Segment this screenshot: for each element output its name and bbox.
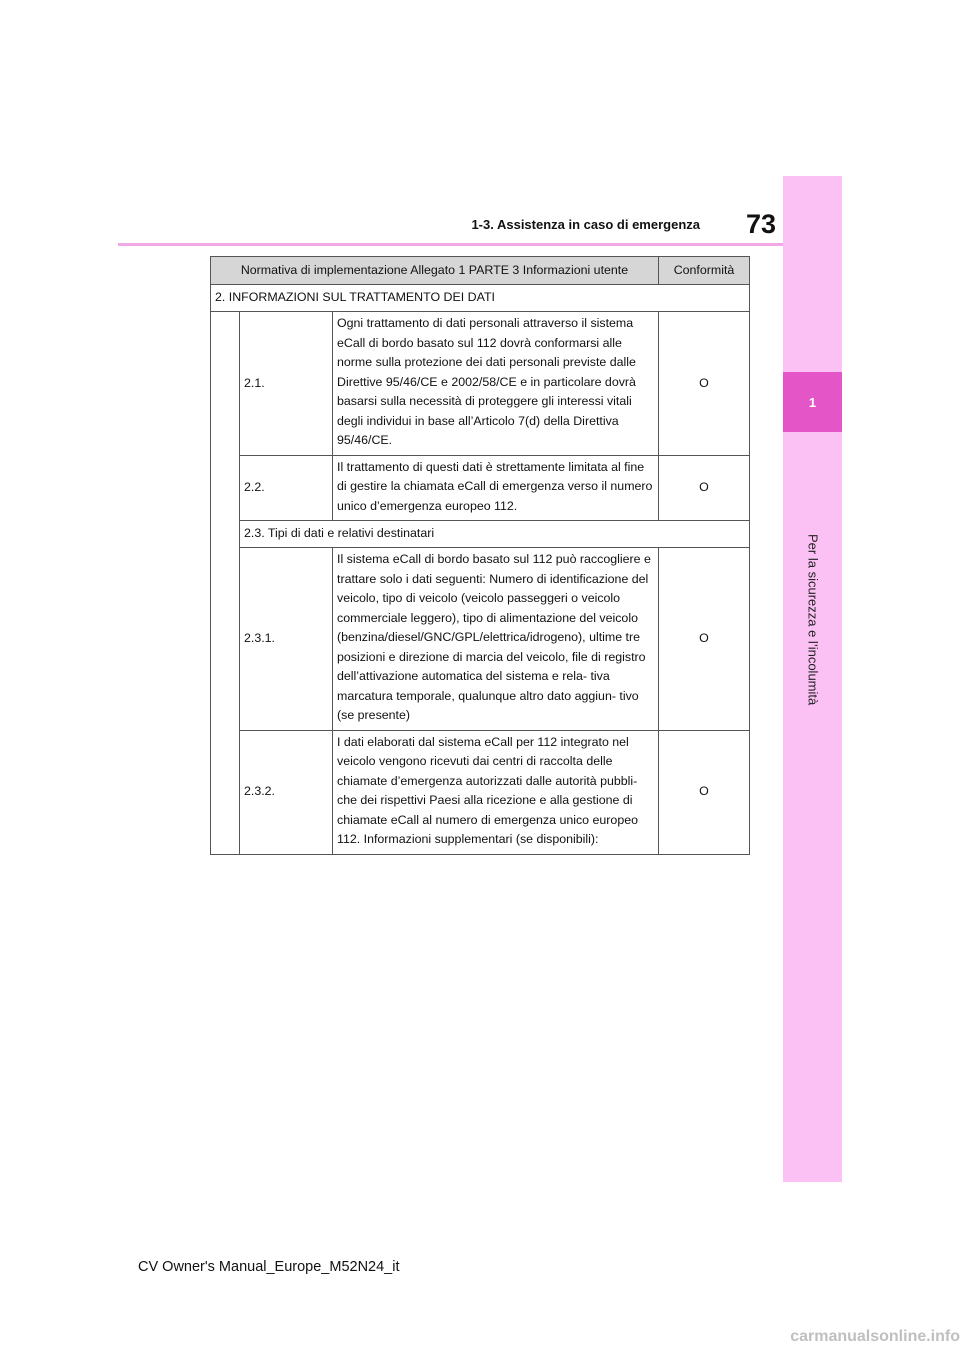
page-number: 73 bbox=[745, 209, 776, 239]
regulation-table bbox=[210, 256, 750, 855]
section-2-3-title: 2.3. Tipi di dati e relativi destinatari bbox=[240, 521, 750, 548]
row-text: I dati elaborati dal sistema eCall per 112 integrato nel veicolo vengono ricevuti dai centri di raccolta delle chiamate d’emergenza autorizzati dalle autorità pubbli- che dei rispettivi Paesi alla ricezione e alla gestione di chiamate eCall al numero di emergenza unico europeo 112. Informazioni supplementari (se disponibili): bbox=[333, 730, 659, 854]
row-number: 2.3.1. bbox=[240, 548, 333, 731]
row-number: 2.3.2. bbox=[240, 730, 333, 854]
row-text: Il sistema eCall di bordo basato sul 112 può raccogliere e trattare solo i dati seguenti: Numero di identificazione del veicolo, tipo di veicolo (veicolo passeggeri o veicolo commerciale leggero), tipo di alimentazione del veicolo (benzina/diesel/GNC/GPL/elettrica/idrogeno), ultime tre posizioni e direzione di marcia del veicolo, file di registro dell’attivazione automatica del sistema e rela- tiva marcatura temporale, qualunque altro dato aggiun- tivo (se presente) bbox=[333, 548, 659, 731]
indent-cell bbox=[211, 312, 240, 855]
table-row bbox=[211, 730, 750, 854]
chapter-number-badge: 1 bbox=[783, 372, 842, 432]
row-text: Il trattamento di questi dati è strettamente limitata al fine di gestire la chiamata eCall di emergenza verso il numero unico d’emergenza europeo 112. bbox=[333, 455, 659, 521]
header-rule bbox=[118, 243, 783, 246]
row-conformity: O bbox=[659, 730, 750, 854]
table-row bbox=[211, 312, 750, 456]
section-2-title: 2. INFORMAZIONI SUL TRATTAMENTO DEI DATI bbox=[211, 285, 750, 312]
table-row bbox=[211, 285, 750, 312]
row-conformity: O bbox=[659, 312, 750, 456]
column-header-conformity: Conformità bbox=[659, 257, 750, 285]
row-conformity: O bbox=[659, 455, 750, 521]
manual-footer: CV Owner's Manual_Europe_M52N24_it bbox=[138, 1259, 400, 1275]
section-title: 1-3. Assistenza in caso di emergenza bbox=[471, 217, 700, 232]
table-row bbox=[211, 548, 750, 731]
row-text: Ogni trattamento di dati personali attraverso il sistema eCall di bordo basato sul 112 dovrà conformarsi alle norme sulla protezione dei dati personali previste dalle Direttive 95/46/CE e 2002/58/CE e in particolare dovrà basarsi sulla necessità di proteggere gli interessi vitali degli individui in base all’Articolo 7(d) della Direttiva 95/46/CE. bbox=[333, 312, 659, 456]
row-number: 2.1. bbox=[240, 312, 333, 456]
table-row bbox=[211, 455, 750, 521]
table-header-row bbox=[211, 257, 750, 285]
table-row bbox=[211, 521, 750, 548]
row-number: 2.2. bbox=[240, 455, 333, 521]
row-conformity: O bbox=[659, 548, 750, 731]
watermark-link[interactable]: carmanualsonline.info bbox=[790, 1328, 960, 1345]
column-header-regulation: Normativa di implementazione Allegato 1 PARTE 3 Informazioni utente bbox=[211, 257, 659, 285]
chapter-title-vertical: Per la sicurezza e l’incolumità bbox=[805, 534, 821, 706]
